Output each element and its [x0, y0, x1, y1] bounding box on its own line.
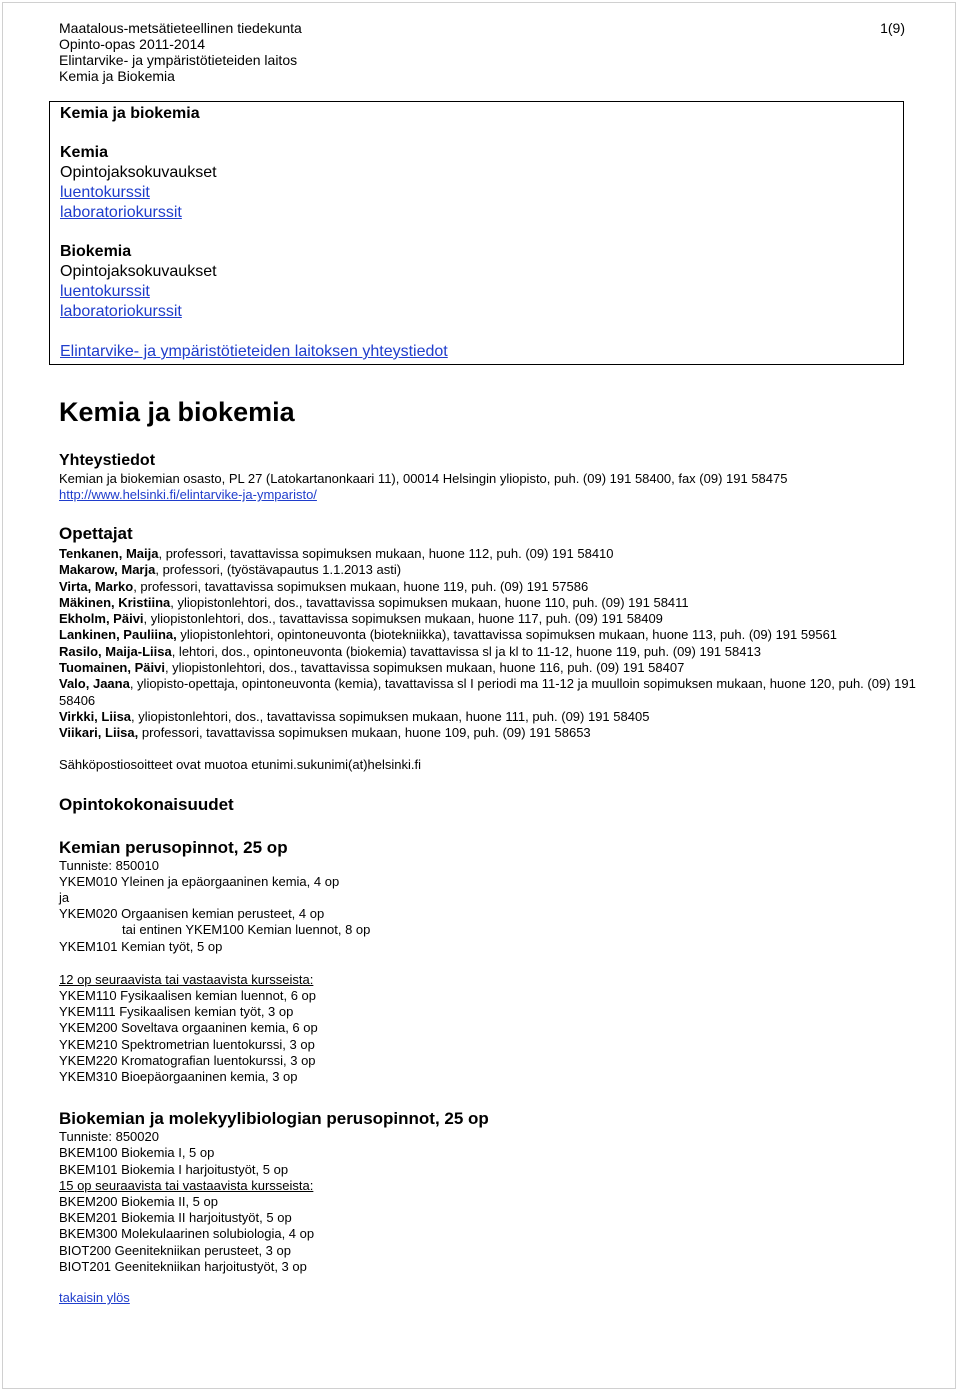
course-item: BKEM100 Biokemia I, 5 op: [59, 1145, 215, 1161]
contact-address: Kemian ja biokemian osasto, PL 27 (Latokartanonkaari 11), 00014 Helsingin yliopisto, puh. (09) 191 58400, fax (09) 191 58475: [59, 471, 788, 486]
course-connector: ja: [59, 889, 70, 905]
teacher-row: Virkki, Liisa, yliopistonlehtori, dos., tavattavissa sopimuksen mukaan, huone 111, puh. (09) 191 58405: [59, 708, 650, 724]
header-department: Elintarvike- ja ympäristötieteiden laitos: [59, 52, 298, 68]
study-modules-heading: Opintokokonaisuudet: [59, 794, 234, 814]
page-header: [59, 20, 905, 84]
course-item: BKEM101 Biokemia I harjoitustyöt, 5 op: [59, 1161, 289, 1177]
course-item: BIOT200 Geenitekniikan perusteet, 3 op: [59, 1242, 291, 1258]
toc-link-kemia-lectures[interactable]: luentokurssit: [60, 184, 150, 201]
teacher-row: Virta, Marko, professori, tavattavissa sopimuksen mukaan, huone 119, puh. (09) 191 57586: [59, 578, 589, 594]
page-number: 1(9): [880, 20, 905, 36]
back-to-top-link[interactable]: takaisin ylös: [59, 1290, 130, 1305]
header-faculty: Maatalous-metsätieteellinen tiedekunta: [59, 20, 302, 36]
teacher-row: Ekholm, Päivi, yliopistonlehtori, dos., tavattavissa sopimuksen mukaan, huone 117, puh. (09) 191 58409: [59, 611, 663, 627]
toc-link-department-contacts[interactable]: Elintarvike- ja ympäristötieteiden laitoksen yhteystiedot: [60, 343, 448, 360]
module-code: Tunniste: 850010: [59, 857, 159, 873]
department-website-link[interactable]: http://www.helsinki.fi/elintarvike-ja-ymparisto/: [59, 487, 317, 502]
course-item: BIOT201 Geenitekniikan harjoitustyöt, 3 op: [59, 1258, 307, 1274]
toc-group-subtitle: Opintojaksokuvaukset: [60, 164, 217, 181]
course-item: BKEM201 Biokemia II harjoitustyöt, 5 op: [59, 1210, 292, 1226]
course-item: YKEM111 Fysikaalisen kemian työt, 3 op: [59, 1004, 294, 1020]
toc-group-biokemia: [60, 242, 903, 322]
toc-link-kemia-labs[interactable]: laboratoriokurssit: [60, 204, 182, 221]
elective-heading: 12 op seuraavista tai vastaavista kursseista:: [59, 971, 314, 987]
header-subject: Kemia ja Biokemia: [59, 68, 175, 84]
toc-title: Kemia ja biokemia: [60, 105, 200, 122]
course-item: YKEM220 Kromatografian luentokurssi, 3 op: [59, 1052, 316, 1068]
teachers-list: [59, 546, 919, 742]
section-title: Kemia ja biokemia: [59, 397, 295, 427]
table-of-contents: [49, 101, 904, 365]
course-item: BKEM300 Molekulaarinen solubiologia, 4 op: [59, 1226, 315, 1242]
course-alternative: tai entinen YKEM100 Kemian luennot, 8 op: [122, 922, 371, 938]
study-module-title: Biokemian ja molekyylibiologian perusopinnot, 25 op: [59, 1109, 489, 1129]
toc-link-biokemia-lectures[interactable]: luentokurssit: [60, 283, 150, 300]
course-item: YKEM101 Kemian työt, 5 op: [59, 938, 223, 954]
toc-group-title: Biokemia: [60, 243, 132, 260]
teacher-row: Valo, Jaana, yliopisto-opettaja, opintoneuvonta (kemia), tavattavissa sl I periodi ma 11-12 ja muulloin sopimuksen mukaan, huone 120, puh. (09) 191 58406: [59, 676, 916, 708]
study-module-title: Kemian perusopinnot, 25 op: [59, 837, 288, 857]
main-content: [59, 395, 919, 1275]
biochemistry-basic-studies: [59, 1108, 919, 1275]
course-item: YKEM310 Bioepäorgaaninen kemia, 3 op: [59, 1069, 298, 1084]
elective-heading: 15 op seuraavista tai vastaavista kursseista:: [59, 1177, 314, 1193]
teacher-row: Tuomainen, Päivi, yliopistonlehtori, dos., tavattavissa sopimuksen mukaan, huone 116, puh. (09) 191 58407: [59, 660, 685, 676]
course-item: YKEM010 Yleinen ja epäorgaaninen kemia, 4 op: [59, 873, 340, 889]
toc-link-biokemia-labs[interactable]: laboratoriokurssit: [60, 303, 182, 320]
course-item: YKEM110 Fysikaalisen kemian luennot, 6 op: [59, 987, 317, 1003]
teacher-row: Mäkinen, Kristiina, yliopistonlehtori, dos., tavattavissa sopimuksen mukaan, huone 110, puh. (09) 191 58411: [59, 594, 689, 610]
contact-heading: Yhteystiedot: [59, 452, 156, 469]
chemistry-basic-studies: [59, 837, 919, 1086]
email-format-note: Sähköpostiosoitteet ovat muotoa etunimi.sukunimi(at)helsinki.fi: [59, 756, 422, 772]
module-code: Tunniste: 850020: [59, 1129, 159, 1145]
toc-group-kemia: [60, 143, 903, 223]
course-item: YKEM020 Orgaanisen kemian perusteet, 4 op: [59, 906, 325, 922]
course-item: BKEM200 Biokemia II, 5 op: [59, 1194, 218, 1210]
course-item: YKEM200 Soveltava orgaaninen kemia, 6 op: [59, 1020, 318, 1036]
teacher-row: Rasilo, Maija-Liisa, lehtori, dos., opintoneuvonta (biokemia) tavattavissa sl ja kl to 11-12, huone 119, puh. (09) 191 58413: [59, 643, 761, 659]
teachers-heading: Opettajat: [59, 524, 133, 543]
toc-group-title: Kemia: [60, 144, 109, 161]
teacher-row: Viikari, Liisa, professori, tavattavissa sopimuksen mukaan, huone 109, puh. (09) 191 58653: [59, 725, 591, 741]
toc-group-subtitle: Opintojaksokuvaukset: [60, 263, 217, 280]
teacher-row: Tenkanen, Maija, professori, tavattavissa sopimuksen mukaan, huone 112, puh. (09) 191 58410: [59, 546, 614, 561]
teacher-row: Makarow, Marja, professori, (työstävapautus 1.1.2013 asti): [59, 562, 402, 578]
header-study-guide: Opinto-opas 2011-2014: [59, 36, 206, 52]
teacher-row: Lankinen, Pauliina, yliopistonlehtori, opintoneuvonta (biotekniikka), tavattavissa sopimuksen mukaan, huone 113, puh. (09) 191 59561: [59, 627, 838, 643]
course-item: YKEM210 Spektrometrian luentokurssi, 3 op: [59, 1036, 315, 1052]
